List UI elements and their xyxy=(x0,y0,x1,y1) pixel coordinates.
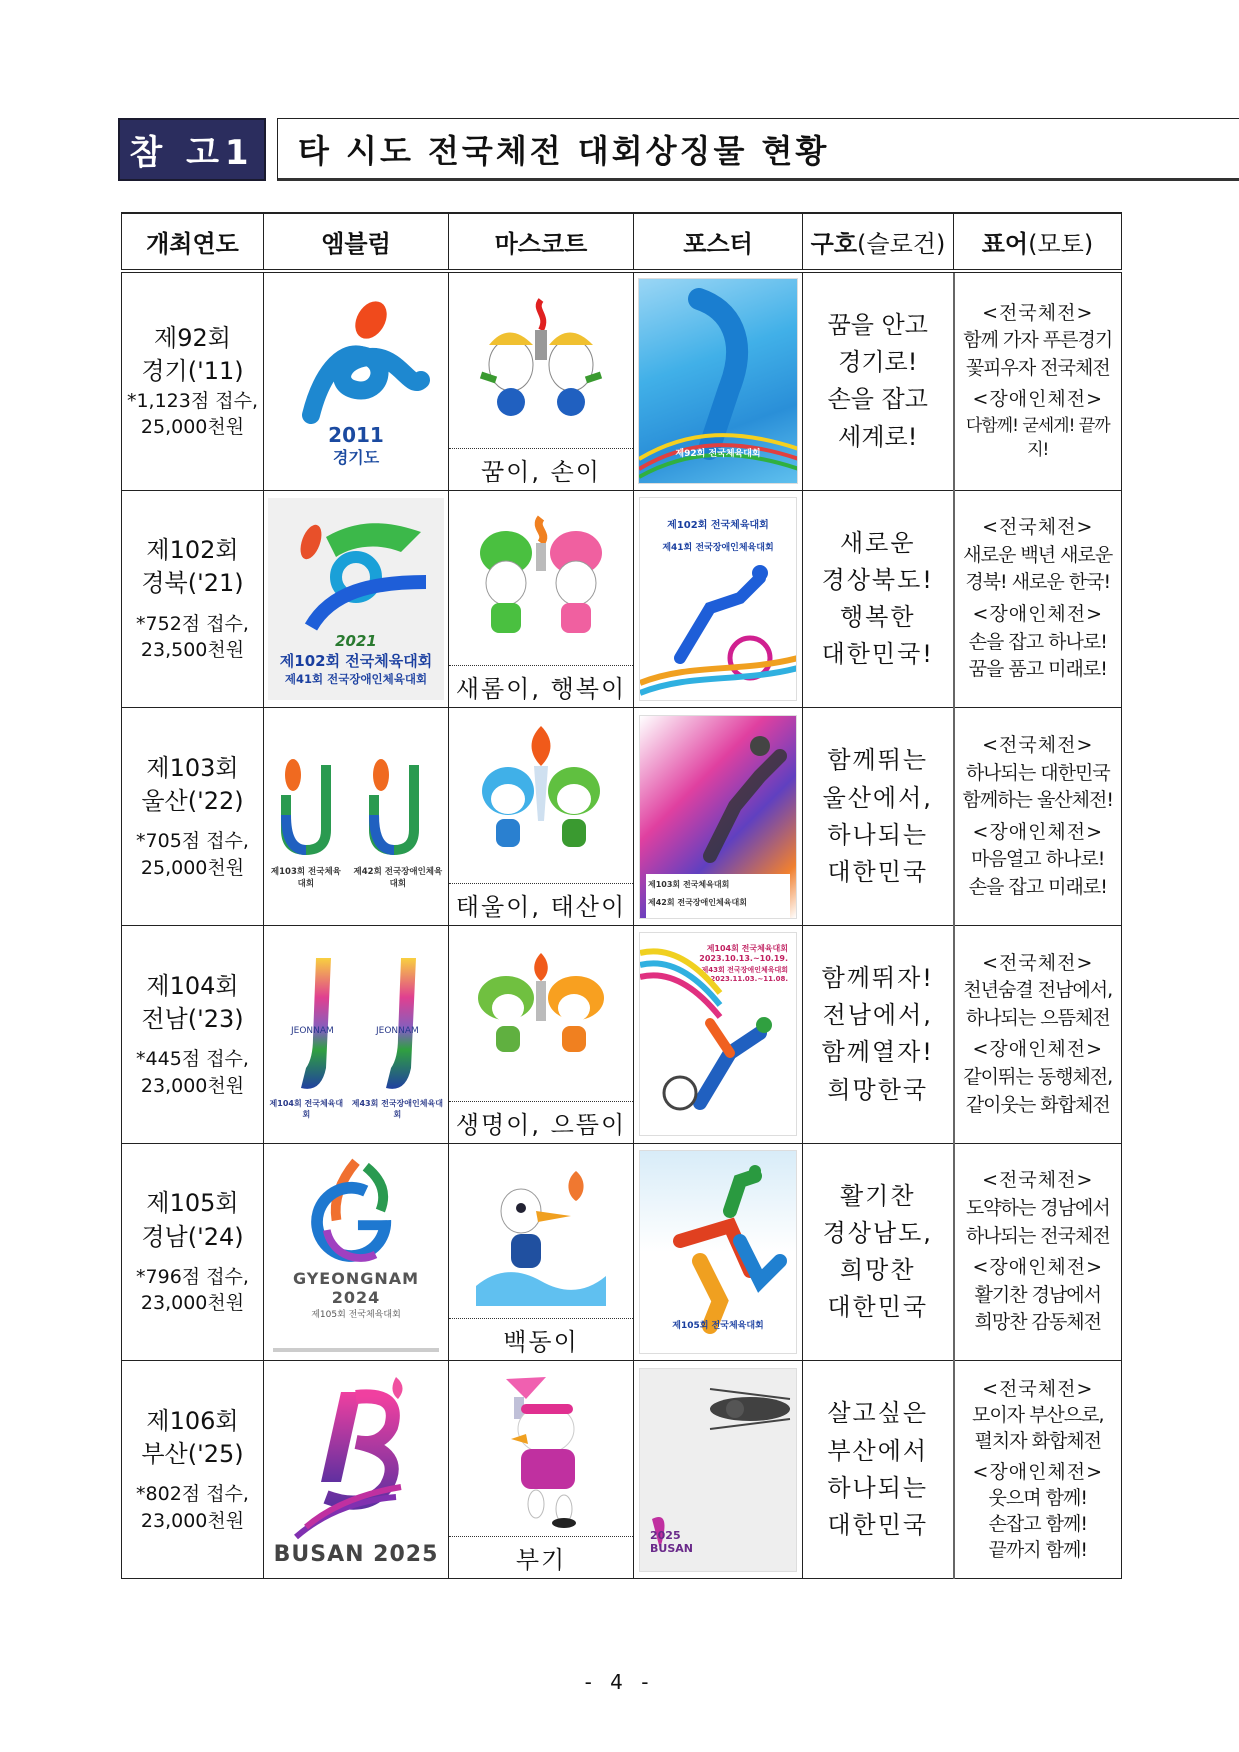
slogan-cell xyxy=(803,708,954,926)
slogan-line: 경기로! xyxy=(838,348,918,377)
poster-subtitle: 제43회 전국장애인체육대회 2023.11.03.~11.08. xyxy=(701,966,788,984)
poster-title: 제102회 전국체육대회 xyxy=(667,520,769,532)
motto-line: 꽃피우자 전국체전 xyxy=(965,356,1110,379)
mascot-heron-icon xyxy=(466,1156,616,1306)
svg-text:JEONNAM: JEONNAM xyxy=(376,1026,419,1037)
emblem-graphic-icon xyxy=(281,512,431,632)
entries: *1,123점 접수, xyxy=(126,389,259,412)
table-row xyxy=(122,271,1122,490)
mascot-name: 새롬이, 행복이 xyxy=(449,665,633,707)
table-row xyxy=(122,1361,1122,1579)
col-header-emblem: 엠블럼 xyxy=(264,213,449,271)
emblem-caption: 제43회 전국장애인체육대회 xyxy=(351,1099,443,1120)
slogan-line: 울산에서, xyxy=(822,783,933,812)
year-cell xyxy=(122,926,264,1144)
page-title: 타 시도 전국체전 대회상징물 현황 xyxy=(277,118,1239,181)
motto-disabled-label: <장애인체전> xyxy=(972,1460,1104,1483)
poster-cell xyxy=(634,490,803,708)
region: 경남('24) xyxy=(141,1222,244,1251)
mascot-cell xyxy=(449,1143,634,1361)
slogan-cell xyxy=(803,926,954,1144)
motto-line: 끝까지 함께! xyxy=(988,1539,1087,1562)
region: 경기('11) xyxy=(141,356,244,385)
motto-line: 웃으며 함께! xyxy=(988,1486,1087,1509)
poster-image xyxy=(639,1368,797,1572)
region: 경북('21) xyxy=(141,569,244,598)
prize: 23,500천원 xyxy=(140,639,245,662)
prize: 23,000천원 xyxy=(140,1074,245,1097)
emblem-year: 2021 xyxy=(335,631,377,650)
poster-cell xyxy=(634,271,803,490)
slogan-line: 희망한국 xyxy=(827,1075,929,1104)
emblem-caption: 제104회 전국체육대회 xyxy=(269,1099,344,1120)
mascot-pair-icon xyxy=(471,290,611,430)
year-cell xyxy=(122,490,264,708)
motto-national-label: <전국체전> xyxy=(982,1378,1094,1401)
motto-line: 손을 잡고 하나로! xyxy=(968,630,1107,653)
prize: 23,000천원 xyxy=(140,1292,245,1315)
motto-line: 하나되는 전국체전 xyxy=(965,1224,1110,1247)
slogan-line: 대한민국 xyxy=(827,1510,929,1539)
slogan-line: 함께뛰는 xyxy=(827,746,929,775)
motto-national-label: <전국체전> xyxy=(982,301,1094,324)
entries: *445점 접수, xyxy=(136,1047,249,1070)
motto-line: 함께 가자 푸른경기 xyxy=(963,329,1113,352)
slogan-line: 경상남도, xyxy=(822,1218,933,1247)
region: 부산('25) xyxy=(141,1440,244,1469)
slogan-line: 새로운 xyxy=(839,528,916,557)
motto-cell xyxy=(954,1143,1122,1361)
prize: 25,000천원 xyxy=(140,856,245,879)
motto-national-label: <전국체전> xyxy=(982,734,1094,757)
motto-line: 하나되는 으뜸체전 xyxy=(965,1006,1110,1029)
slogan-line: 살고싶은 xyxy=(827,1399,929,1428)
col-header-motto xyxy=(954,213,1122,271)
slogan-line: 꿈을 안고 xyxy=(827,310,928,339)
mascot-name: 백동이 xyxy=(449,1318,633,1360)
prize: 23,000천원 xyxy=(140,1509,245,1532)
mascot-cell xyxy=(449,926,634,1144)
mascot-name: 꿈이, 손이 xyxy=(449,448,633,490)
table-row xyxy=(122,1143,1122,1361)
mascot-image xyxy=(449,491,633,666)
emblem-b-icon xyxy=(286,1372,426,1542)
emblem-image xyxy=(268,498,444,700)
year-cell xyxy=(122,271,264,490)
motto-line: 하나되는 대한민국 xyxy=(965,761,1110,784)
emblem-image xyxy=(268,939,444,1129)
slogan-line: 대한민국 xyxy=(827,857,929,886)
mascot-name: 부기 xyxy=(449,1536,633,1578)
motto-cell xyxy=(954,271,1122,490)
table-row xyxy=(122,708,1122,926)
slogan-cell xyxy=(803,490,954,708)
table-row xyxy=(122,926,1122,1144)
emblem-region: 경기도 xyxy=(332,447,380,467)
poster-title: 2025 BUSAN xyxy=(650,1528,693,1555)
emblem-image xyxy=(268,1365,444,1575)
slogan-line: 손을 잡고 xyxy=(827,385,928,414)
slogan-line: 하나되는 xyxy=(827,820,929,849)
slogan-line: 전남에서, xyxy=(822,1001,933,1030)
edition: 제106회 xyxy=(146,1407,239,1436)
col-header-mascot: 마스코트 xyxy=(449,213,634,271)
slogan-label: 구호 xyxy=(810,230,858,258)
col-header-slogan xyxy=(803,213,954,271)
emblem-caption: 제42회 전국장애인체육대회 xyxy=(353,866,443,889)
emblem-cell xyxy=(264,271,449,490)
emblem-caption: 제102회 전국체육대회 xyxy=(279,651,433,670)
year-cell xyxy=(122,1143,264,1361)
motto-national-label: <전국체전> xyxy=(982,951,1094,974)
slogan-cell xyxy=(803,271,954,490)
emblem-pair-icon xyxy=(271,745,441,865)
page-number: - 4 - xyxy=(584,1670,655,1694)
motto-national-label: <전국체전> xyxy=(982,516,1094,539)
mascot-image xyxy=(449,708,633,883)
poster-cell xyxy=(634,1361,803,1579)
motto-line: 같이웃는 화합체전 xyxy=(965,1093,1110,1116)
slogan-line: 하나되는 xyxy=(827,1473,929,1502)
emblem-pair-icon xyxy=(271,948,441,1098)
slogan-line: 대한민국 xyxy=(827,1293,929,1322)
mascot-cell xyxy=(449,490,634,708)
poster-subtitle: 제41회 전국장애인체육대회 xyxy=(662,543,774,554)
table-row xyxy=(122,490,1122,708)
emblem-jeonnam-label: JEONNAM xyxy=(291,1026,334,1037)
slogan-line: 행복한 xyxy=(839,603,916,632)
poster-athlete-icon xyxy=(640,498,797,701)
mascot-cell xyxy=(449,1361,634,1579)
mascot-image xyxy=(449,1144,633,1319)
slogan-line: 함께열자! xyxy=(821,1038,934,1067)
slogan-line: 활기찬 xyxy=(839,1181,916,1210)
emblem-title: BUSAN 2025 xyxy=(273,1542,439,1568)
emblem-cell xyxy=(264,490,449,708)
reference-badge: 참 고1 xyxy=(118,118,266,181)
col-header-year: 개최연도 xyxy=(122,213,264,271)
mascot-seagull-icon xyxy=(476,1369,606,1529)
poster-cell xyxy=(634,1143,803,1361)
poster-image xyxy=(639,715,797,919)
emblem-cell xyxy=(264,1361,449,1579)
motto-disabled-label: <장애인체전> xyxy=(972,603,1104,626)
emblem-image xyxy=(281,291,431,471)
motto-line: 희망찬 감동체전 xyxy=(974,1311,1102,1334)
emblem-cell xyxy=(264,1143,449,1361)
mascot-cell xyxy=(449,271,634,490)
prize: 25,000천원 xyxy=(140,416,245,439)
motto-line: 같이뛰는 동행체전, xyxy=(963,1065,1113,1088)
motto-disabled-label: <장애인체전> xyxy=(972,388,1104,411)
symbols-table xyxy=(121,212,1122,1579)
section-header xyxy=(118,118,1121,181)
poster-subtitle: 제42회 전국장애인체육대회 xyxy=(648,897,747,907)
emblem-image xyxy=(268,742,444,892)
motto-line: 활기찬 경남에서 xyxy=(974,1283,1102,1306)
emblem-cell xyxy=(264,708,449,926)
slogan-line: 희망찬 xyxy=(839,1256,916,1285)
motto-cell xyxy=(954,1361,1122,1579)
poster-title: 제103회 전국체육대회 xyxy=(648,879,730,889)
emblem-caption: 제105회 전국체육대회 xyxy=(311,1310,401,1321)
motto-line: 다함께! 굳세게! 끝까지! xyxy=(965,415,1110,461)
col-header-poster: 포스터 xyxy=(634,213,803,271)
poster-image xyxy=(639,1150,797,1354)
poster-image xyxy=(639,932,797,1136)
poster-cell xyxy=(634,926,803,1144)
motto-disabled-label: <장애인체전> xyxy=(972,1256,1104,1279)
motto-line: 모이자 부산으로, xyxy=(971,1404,1104,1427)
slogan-line: 부산에서 xyxy=(827,1436,929,1465)
emblem-graphic-icon xyxy=(296,1152,416,1269)
emblem-cell xyxy=(264,926,449,1144)
slogan-line: 대한민국! xyxy=(821,640,934,669)
mascot-pair-icon xyxy=(466,948,616,1078)
poster-title: 제105회 전국체육대회 xyxy=(672,1321,764,1332)
motto-label: 표어 xyxy=(981,230,1029,258)
mascot-pair-icon xyxy=(466,508,616,648)
edition: 제103회 xyxy=(146,754,239,783)
mascot-image xyxy=(449,1361,633,1536)
slogan-line: 경상북도! xyxy=(821,565,934,594)
motto-national-label: <전국체전> xyxy=(982,1169,1094,1192)
table-header-row xyxy=(122,213,1122,271)
mascot-image xyxy=(449,273,633,448)
motto-line: 손잡고 함께! xyxy=(988,1513,1087,1536)
motto-line: 꿈을 품고 미래로! xyxy=(968,658,1107,681)
emblem-caption: 제103회 전국체육대회 xyxy=(270,866,341,889)
mascot-name: 태울이, 태산이 xyxy=(449,883,633,925)
motto-cell xyxy=(954,708,1122,926)
motto-line: 펼치자 화합체전 xyxy=(974,1430,1102,1453)
slogan-cell xyxy=(803,1143,954,1361)
motto-cell xyxy=(954,490,1122,708)
edition: 제92회 xyxy=(154,323,231,352)
slogan-cell xyxy=(803,1361,954,1579)
entries: *752점 접수, xyxy=(136,612,249,635)
motto-line: 도약하는 경남에서 xyxy=(965,1197,1110,1219)
edition: 제102회 xyxy=(146,536,239,565)
emblem-title: GYEONGNAM 2024 xyxy=(292,1269,420,1308)
slogan-sublabel: (슬로건) xyxy=(857,230,946,258)
slogan-line: 세계로! xyxy=(838,422,918,451)
motto-line: 경북! 새로운 한국! xyxy=(965,571,1111,594)
emblem-year: 2011 xyxy=(328,422,384,447)
motto-sublabel: (모토) xyxy=(1028,230,1094,258)
mascot-name: 생명이, 으뜸이 xyxy=(449,1101,633,1143)
motto-line: 새로운 백년 새로운 xyxy=(963,543,1113,566)
edition: 제105회 xyxy=(146,1189,239,1218)
motto-line: 마음열고 하나로! xyxy=(971,848,1105,871)
emblem-caption: 제41회 전국장애인체육대회 xyxy=(284,671,428,686)
motto-cell xyxy=(954,926,1122,1144)
poster-image xyxy=(639,497,797,701)
emblem-graphic-icon xyxy=(281,295,431,425)
year-cell xyxy=(122,1361,264,1579)
mascot-cell xyxy=(449,708,634,926)
poster-image xyxy=(638,278,798,484)
motto-line: 함께하는 울산체전! xyxy=(962,789,1113,812)
poster-cell xyxy=(634,708,803,926)
motto-disabled-label: <장애인체전> xyxy=(972,1038,1104,1061)
entries: *802점 접수, xyxy=(136,1483,249,1506)
emblem-image xyxy=(268,1152,444,1352)
region: 전남('23) xyxy=(141,1004,244,1033)
mascot-pair-icon xyxy=(466,721,616,871)
motto-line: 천년숨결 전남에서, xyxy=(963,979,1113,1002)
poster-title: 제92회 전국체육대회 xyxy=(675,449,761,460)
year-cell xyxy=(122,708,264,926)
entries: *705점 접수, xyxy=(136,830,249,853)
edition: 제104회 xyxy=(146,971,239,1000)
motto-line: 손을 잡고 미래로! xyxy=(968,875,1107,898)
region: 울산('22) xyxy=(141,787,244,816)
mascot-image xyxy=(449,926,633,1101)
entries: *796점 접수, xyxy=(136,1265,249,1288)
poster-athlete-icon xyxy=(640,933,797,1136)
motto-disabled-label: <장애인체전> xyxy=(972,820,1104,843)
poster-title: 제104회 전국체육대회 2023.10.13.~10.19. xyxy=(699,944,788,964)
slogan-line: 함께뛰자! xyxy=(821,964,934,993)
